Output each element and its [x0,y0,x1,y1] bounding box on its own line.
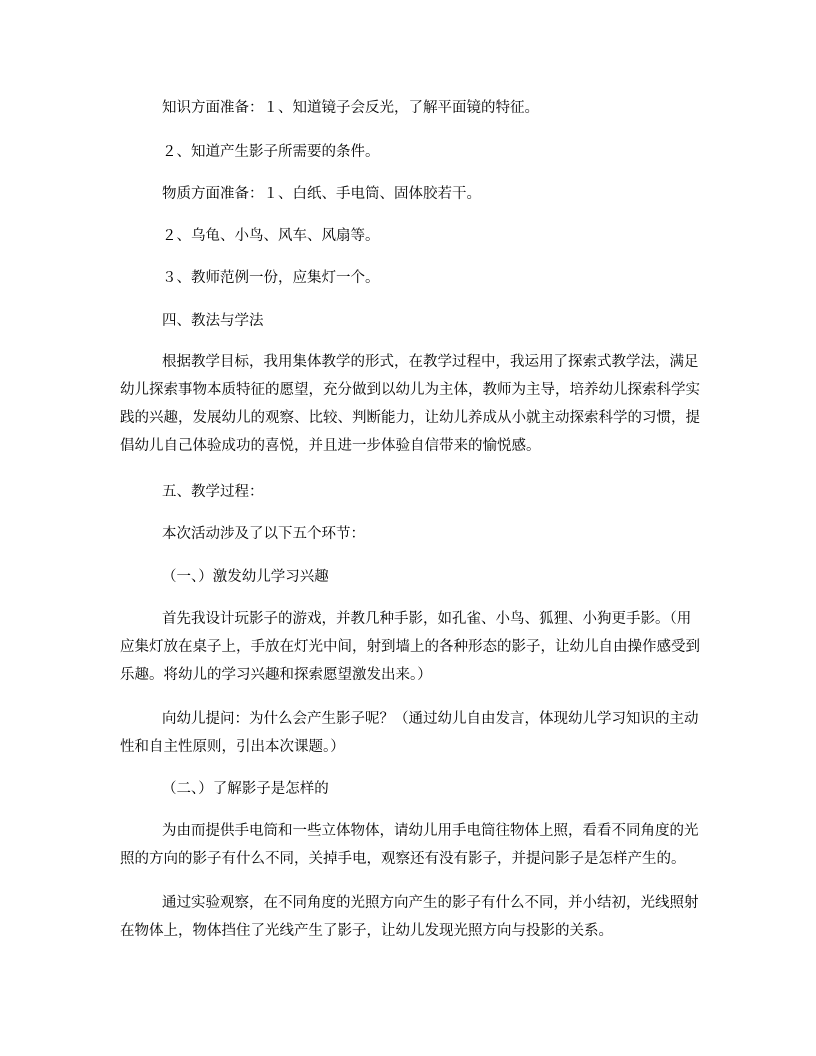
step-conclusion-2: 通过实验观察，在不同角度的光照方向产生的影子有什么不同，并小结初，光线照射在物体上，物体挡住了光线产生了影子，让幼儿发现光照方向与投影的关系。 [120,895,699,939]
step-question-1: 向幼儿提问：为什么会产生影子呢？（通过幼儿自由发言，体现幼儿学习知识的主动性和自主性原则，引出本次课题。） [120,711,699,755]
material-prep-line-2: ２、乌龟、小鸟、风车、风扇等。 [162,228,380,244]
step-body-1: 首先我设计玩影子的游戏，并教几种手影，如孔雀、小鸟、狐狸、小狗更手影。（用应集灯放在桌子上，手放在灯光中间，射到墙上的各种形态的影子，让幼儿自由操作感受到乐趣。将幼儿的学习兴趣和探索愿望激发出来。） [120,611,700,683]
section-heading-methods: 四、教法与学法 [162,313,264,329]
section-heading-process: 五、教学过程： [162,484,264,500]
knowledge-prep-line-1: 知识方面准备：１、知道镜子会反光，了解平面镜的特征。 [162,100,539,116]
section-intro-process: 本次活动涉及了以下五个环节： [162,526,365,542]
material-prep-line-1: 物质方面准备：１、白纸、手电筒、固体胶若干。 [162,186,481,202]
material-prep-line-3: ３、教师范例一份，应集灯一个。 [162,270,380,286]
step-heading-2: （二、）了解影子是怎样的 [162,781,329,797]
step-heading-1: （一、）激发幼儿学习兴趣 [162,569,329,585]
step-body-2: 为由而提供手电筒和一些立体物体，请幼儿用手电筒往物体上照，看看不同角度的光照的方向的影子有什么不同，关掉手电，观察还有没有影子，并提问影子是怎样产生的。 [120,823,699,867]
knowledge-prep-line-2: ２、知道产生影子所需要的条件。 [162,144,380,160]
section-body-methods: 根据教学目标，我用集体教学的形式，在教学过程中，我运用了探索式教学法，满足幼儿探索事物本质特征的愿望，充分做到以幼儿为主体，教师为主导，培养幼儿探索科学实践的兴趣，发展幼儿的观察、比较、判断能力，让幼儿养成从小就主动探索科学的习惯，提倡幼儿自己体验成功的喜悦，并且进一步体验自信带来的愉悦感。 [120,354,700,454]
